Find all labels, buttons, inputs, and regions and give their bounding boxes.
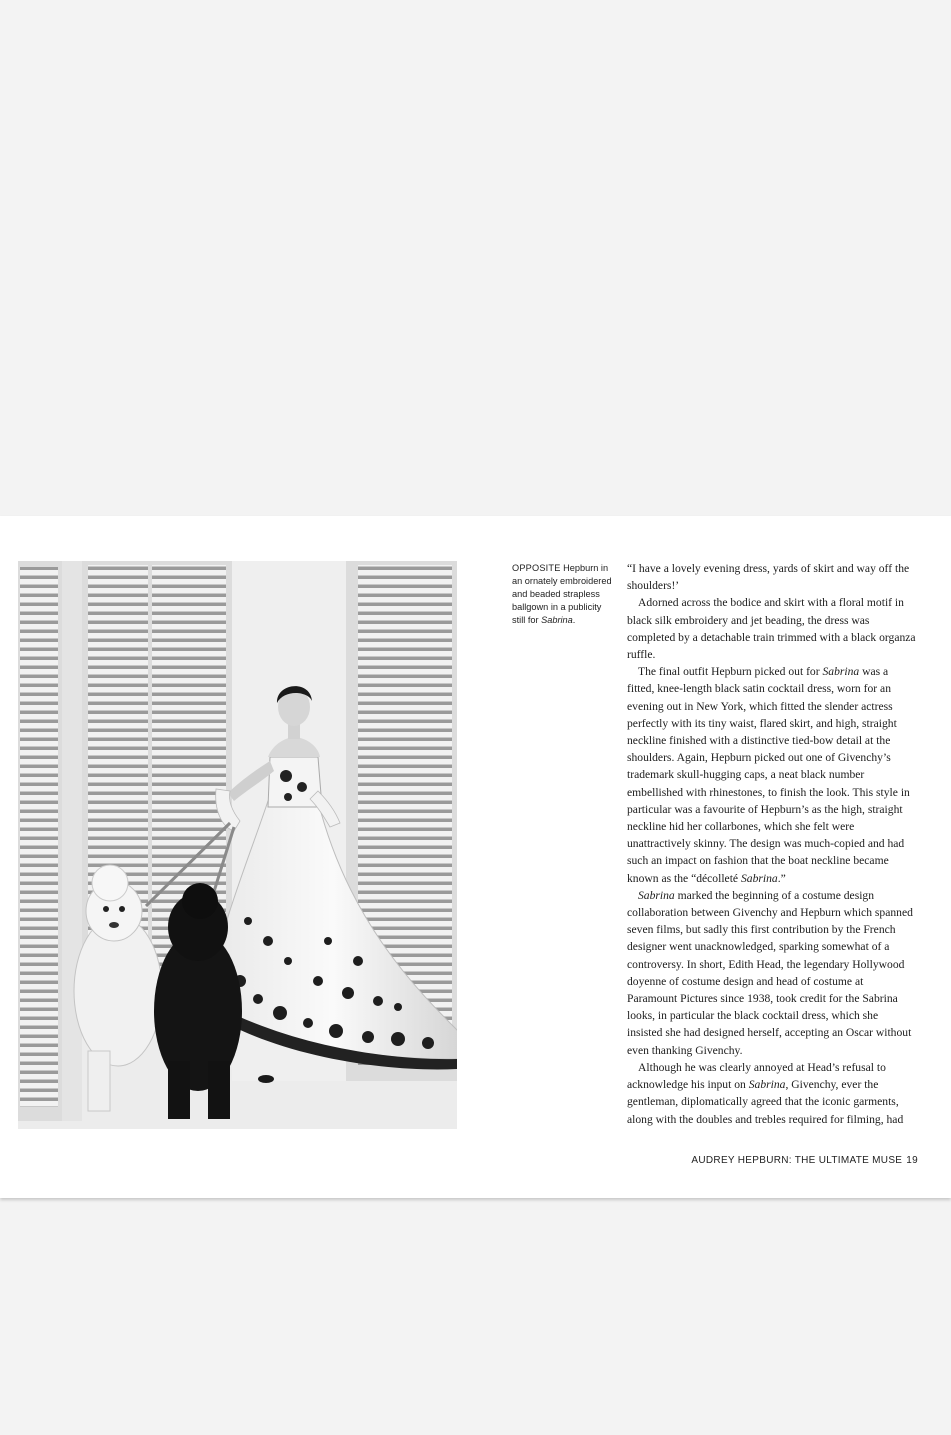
publicity-photo bbox=[18, 561, 457, 1129]
italic-title: Sabrina bbox=[638, 888, 675, 902]
caption-text: Hepburn in an ornately embroidered and beaded strapless ballgown in a publicity still for bbox=[512, 563, 612, 625]
body-paragraph bbox=[627, 887, 916, 1059]
running-footer bbox=[691, 1155, 918, 1166]
body-paragraph bbox=[627, 594, 916, 663]
body-paragraph bbox=[627, 560, 916, 594]
body-paragraph bbox=[627, 663, 916, 887]
caption-end: . bbox=[572, 615, 576, 625]
text-run: marked the beginning of a costume design collaboration between Givenchy and Hepburn which spanned seven films, but sadly this first contribution by the French designer went unacknowledged, sparking somewhat of a controversy. In short, Edith Head, the legendary Hollywood doyenne of costume design and head of costume at Paramount Pictures since 1938, took credit for the Sabrina looks, in particular the black cocktail dress, which she insisted she had designed herself, accepting an Oscar without even thanking Givenchy. bbox=[627, 888, 913, 1057]
text-run: Although he was clearly annoyed at Head’s refusal to acknowledge his input on bbox=[627, 1060, 886, 1092]
text-run: The final outfit Hepburn picked out for bbox=[638, 665, 823, 679]
body-paragraph bbox=[627, 1059, 916, 1128]
text-run: was a fitted, knee-length black satin cocktail dress, worn for an evening out in New York, which fitted the slender actress perfectly with its tiny waist, flared skirt, and high, straight neckline finished with a distinctive tied-bow detail at the shoulders. Again, Hepburn picked out one of Givenchy’s trademark skull-hugging caps, a neat black number embellished with rhinestones, to finish the look. This style in particular was a favourite of Hepburn’s as the high, straight neckline hid her collarbones, which she felt were unattractively skinny. The design was much-copied and had such an impact on fashion that the boat neckline became known as the “décolleté bbox=[627, 665, 910, 885]
text-run: “I have a lovely evening dress, yards of skirt and way off the shoulders!’ bbox=[627, 562, 910, 593]
italic-title: Sabrina bbox=[740, 871, 778, 885]
text-run: Adorned across the bodice and skirt with a floral motif in black silk embroidery and jet beading, the dress was completed by a detachable train trimmed with a black organza ruffle. bbox=[627, 596, 916, 662]
text-run: .” bbox=[777, 871, 786, 885]
text-run: , Givenchy, ever the gentleman, diplomatically agreed that the iconic garments, along with the doubles and trebles required for filming, had bbox=[627, 1078, 904, 1126]
book-title: AUDREY HEPBURN: THE ULTIMATE MUSE bbox=[691, 1155, 903, 1166]
italic-title: Sabrina bbox=[748, 1078, 786, 1092]
caption-lead: OPPOSITE bbox=[512, 563, 561, 573]
body-text-column bbox=[627, 560, 916, 1128]
caption-film-title: Sabrina bbox=[541, 615, 573, 625]
photo-caption bbox=[512, 562, 612, 627]
book-page bbox=[0, 516, 951, 1198]
italic-title: Sabrina bbox=[822, 665, 860, 679]
page-number: 19 bbox=[906, 1155, 918, 1166]
